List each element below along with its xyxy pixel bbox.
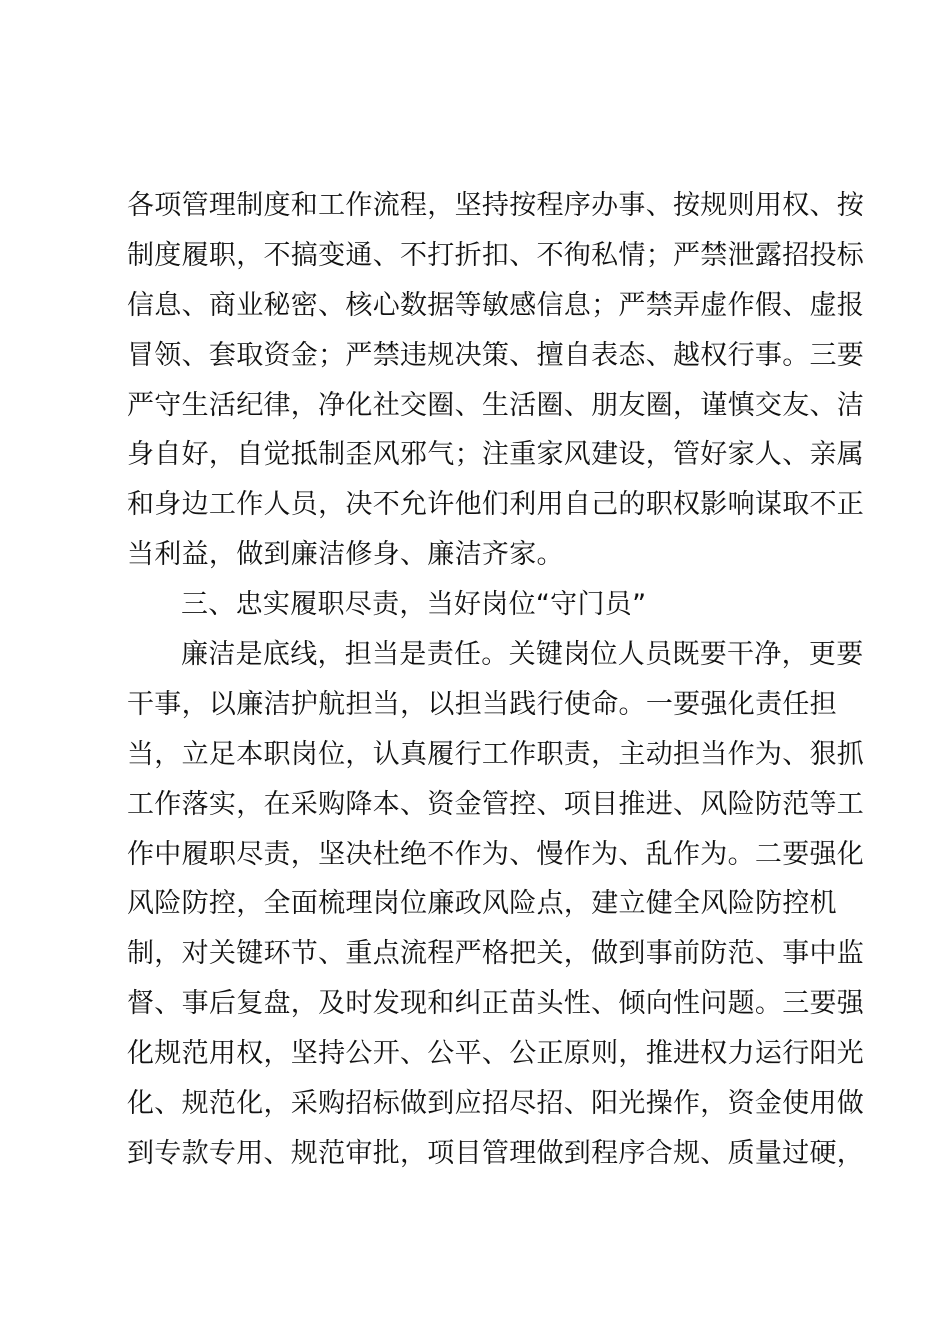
text-line: 当，立足本职岗位，认真履行工作职责，主动担当作为、狠抓 — [127, 738, 865, 770]
text-line: 廉洁是底线，担当是责任。关键岗位人员既要干净，更要 — [181, 639, 864, 671]
section-heading-text: 三、忠实履职尽责，当好岗位“守门员” — [181, 589, 647, 621]
text-line: 到专款专用、规范审批，项目管理做到程序合规、质量过硬， — [127, 1137, 865, 1169]
text-line: 各项管理制度和工作流程，坚持按程序办事、按规则用权、按 — [127, 190, 865, 221]
section-heading — [127, 580, 837, 630]
text-line: 化、规范化，采购招标做到应招尽招、阳光操作，资金使用做 — [127, 1088, 865, 1120]
text-line: 严守生活纪律，净化社交圈、生活圈、朋友圈，谨慎交友、洁 — [127, 389, 865, 421]
text-line: 风险防控，全面梳理岗位廉政风险点，建立健全风险防控机 — [127, 888, 837, 920]
text-line: 冒领、套取资金；严禁违规决策、擅自表态、越权行事。三要 — [127, 339, 865, 371]
text-line: 化规范用权，坚持公开、公平、公正原则，推进权力运行阳光 — [127, 1038, 865, 1070]
text-line: 作中履职尽责，坚决杜绝不作为、慢作为、乱作为。二要强化 — [127, 838, 865, 870]
text-line: 信息、商业秘密、核心数据等敏感信息；严禁弄虚作假、虚报 — [127, 289, 865, 321]
paragraph-body — [127, 630, 865, 1179]
text-line: 督、事后复盘，及时发现和纠正苗头性、倾向性问题。三要强 — [127, 988, 865, 1020]
paragraph-continued — [127, 181, 865, 580]
text-line: 干事，以廉洁护航担当，以担当践行使命。一要强化责任担 — [127, 688, 837, 720]
text-line: 和身边工作人员，决不允许他们利用自己的职权影响谋取不正 — [127, 489, 865, 521]
text-line: 制，对关键环节、重点流程严格把关，做到事前防范、事中监 — [127, 938, 865, 970]
text-line: 工作落实，在采购降本、资金管控、项目推进、风险防范等工 — [127, 788, 865, 820]
text-line: 制度履职，不搞变通、不打折扣、不徇私情；严禁泄露招投标 — [127, 239, 865, 271]
document-body — [127, 181, 865, 1179]
text-line: 身自好，自觉抵制歪风邪气；注重家风建设，管好家人、亲属 — [127, 439, 865, 471]
text-line: 当利益，做到廉洁修身、廉洁齐家。 — [127, 539, 564, 571]
